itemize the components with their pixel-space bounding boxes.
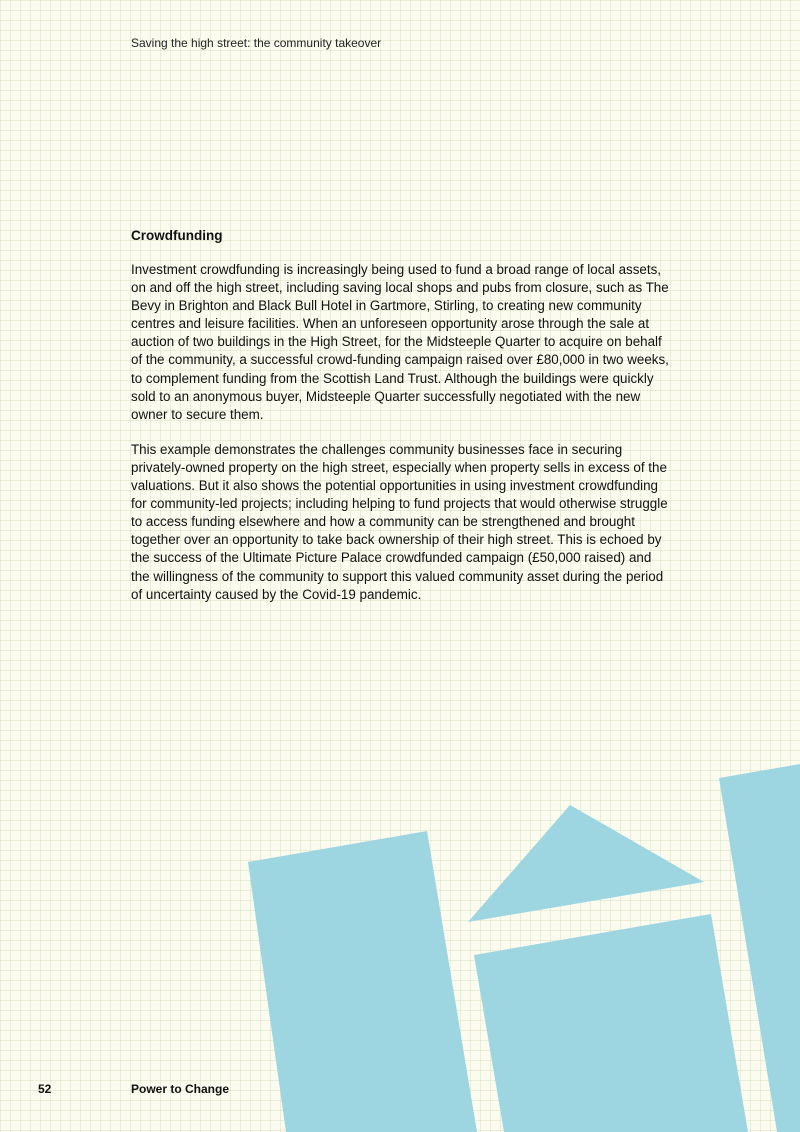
- paragraph-1: Investment crowdfunding is increasingly being used to fund a broad range of local assets, on and off the high street, including saving local shops and pubs from closure, such as The Bevy in Brighton and Black Bull Hotel in Gartmore, Stirling, to creating new community centres and leisure facilities. When an unforeseen opportunity arose through the sale at auction of two buildings in the High Street, for the Midsteeple Quarter to acquire on behalf of the community, a successful crowd-funding campaign raised over £80,000 in two weeks, to complement funding from the Scottish Land Trust. Although the buildings were quickly sold to an anonymous buyer, Midsteeple Quarter successfully negotiated with the new owner to secure them.: [131, 262, 669, 422]
- footer-organisation: Power to Change: [131, 1082, 230, 1096]
- paragraph-2: This example demonstrates the challenges community businesses face in securing privately-owned property on the high street, especially when property sells in excess of the valuations. But it also shows the potential opportunities in using investment crowdfunding for community-led projects; including helping to fund projects that would otherwise struggle to access funding elsewhere and how a community can be strengthened and brought together over an opportunity to take back ownership of their high street. This is echoed by the success of the Ultimate Picture Palace crowdfunded campaign (£50,000 raised) and the willingness of the community to support this valued community asset during the period of uncertainty caused by the Covid-19 pandemic.: [131, 441, 668, 602]
- roof-triangle-shape: [468, 805, 704, 922]
- section-heading: Crowdfunding: [131, 228, 223, 243]
- building-shape-middle: [474, 914, 748, 1132]
- building-shape-left: [248, 831, 477, 1132]
- running-header: Saving the high street: the community takeover: [131, 36, 382, 50]
- page-number: 52: [38, 1082, 52, 1096]
